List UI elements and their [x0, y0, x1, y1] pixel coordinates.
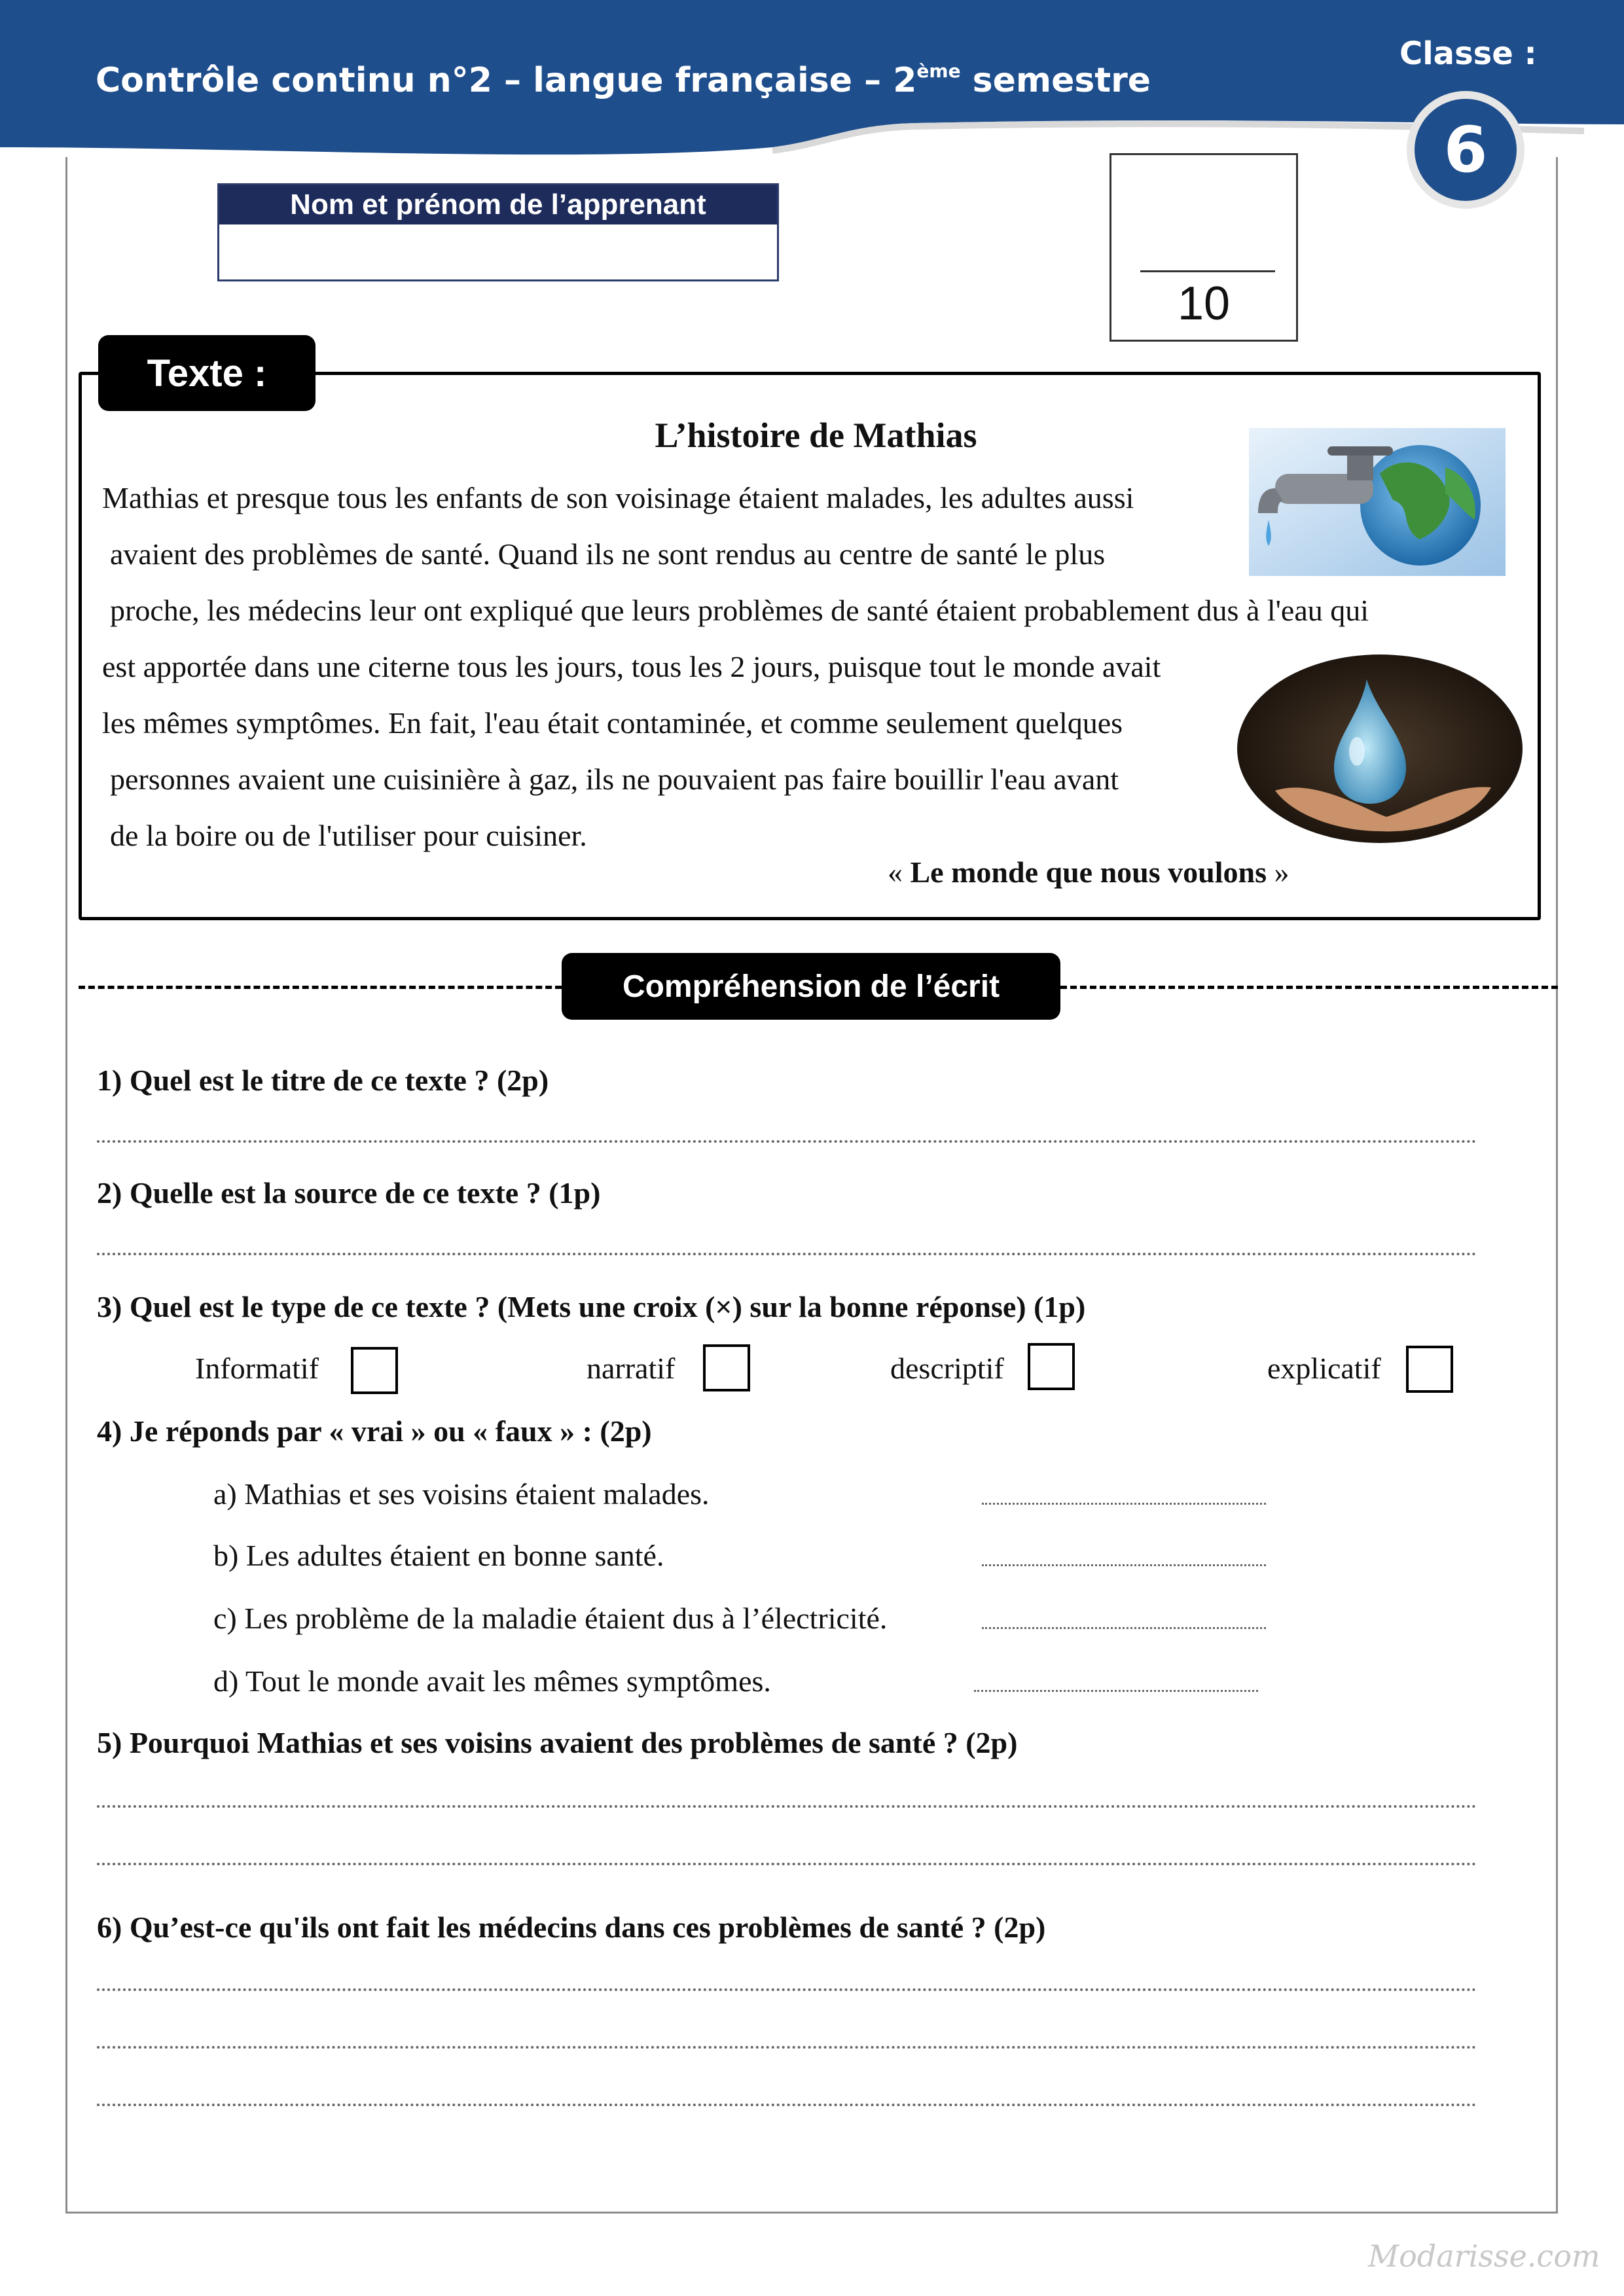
score-box [1110, 153, 1298, 342]
story-line: les mêmes symptômes. En fait, l'eau était contaminée, et comme seulement quelques [102, 706, 1123, 740]
answer-line[interactable] [97, 1863, 1477, 1865]
story-line: de la boire ou de l'utiliser pour cuisiner. [110, 819, 587, 852]
score-denominator: 10 [1177, 278, 1231, 330]
answer-line[interactable] [97, 1805, 1477, 1808]
student-name-label: Nom et prénom de l’apprenant [219, 185, 777, 224]
page-title: Contrôle continu n°2 – langue française – 2ème semestre [96, 60, 1151, 100]
story-line: Mathias et presque tous les enfants de son voisinage étaient malades, les adultes aussi [102, 481, 1134, 514]
answer-line[interactable] [97, 1253, 1477, 1255]
watermark: Modarisse.com [1368, 2238, 1600, 2274]
true-false-item: c) Les problème de la maladie étaient dus à l’électricité. [213, 1602, 888, 1635]
true-false-answer-line[interactable] [982, 1503, 1266, 1505]
answer-line[interactable] [97, 1988, 1477, 1991]
question-1: 1) Quel est le titre de ce texte ? (2p) [97, 1064, 549, 1097]
water-drop-hands-image [1236, 653, 1524, 844]
checkbox-explicatif[interactable] [1406, 1346, 1453, 1393]
checkbox-narratif[interactable] [703, 1344, 750, 1391]
classe-label: Classe : [1399, 35, 1537, 72]
comprehension-tab: Compréhension de l’écrit [562, 953, 1060, 1020]
option-narratif-label: narratif [586, 1352, 676, 1385]
story-line: est apportée dans une citerne tous les jours, tous les 2 jours, puisque tout le monde avait [102, 650, 1161, 683]
option-descriptif-label: descriptif [890, 1352, 1004, 1385]
true-false-item: a) Mathias et ses voisins étaient malades. [213, 1477, 710, 1511]
classe-number: 6 [1443, 113, 1488, 187]
story-line: proche, les médecins leur ont expliqué que leurs problèmes de santé étaient probablement dus à l'eau qui [110, 594, 1369, 627]
story-line: avaient des problèmes de santé. Quand ils ne sont rendus au centre de santé le plus [110, 537, 1106, 571]
question-2: 2) Quelle est la source de ce texte ? (1p) [97, 1176, 601, 1210]
section-divider-right [1060, 986, 1558, 989]
question-4: 4) Je réponds par « vrai » ou « faux » : (2p) [97, 1414, 652, 1448]
story-line: personnes avaient une cuisinière à gaz, ils ne pouvaient pas faire bouillir l'eau avant [110, 762, 1119, 796]
student-name-field[interactable] [219, 224, 777, 279]
true-false-item: b) Les adultes étaient en bonne santé. [213, 1539, 664, 1572]
true-false-item: d) Tout le monde avait les mêmes symptômes. [213, 1664, 771, 1698]
checkbox-informatif[interactable] [351, 1347, 398, 1394]
answer-line[interactable] [97, 2104, 1477, 2106]
true-false-answer-line[interactable] [982, 1564, 1266, 1566]
text-section-tab: Texte : [98, 335, 316, 411]
option-informatif-label: Informatif [195, 1352, 319, 1385]
true-false-answer-line[interactable] [982, 1627, 1266, 1629]
section-divider-left [79, 986, 562, 989]
score-fraction-line [1140, 270, 1275, 272]
true-false-answer-line[interactable] [974, 1690, 1258, 1692]
checkbox-descriptif[interactable] [1028, 1343, 1075, 1390]
student-name-box [217, 183, 779, 281]
question-5: 5) Pourquoi Mathias et ses voisins avaient des problèmes de santé ? (2p) [97, 1726, 1018, 1759]
tap-earth-image [1249, 428, 1506, 576]
question-6: 6) Qu’est-ce qu'ils ont fait les médecins dans ces problèmes de santé ? (2p) [97, 1910, 1046, 1944]
answer-line[interactable] [97, 1140, 1477, 1143]
text-source: « Le monde que nous voulons » [888, 855, 1290, 889]
story-title: L’histoire de Mathias [655, 416, 977, 455]
answer-line[interactable] [97, 2046, 1477, 2049]
question-3: 3) Quel est le type de ce texte ? (Mets une croix (×) sur la bonne réponse) (1p) [97, 1290, 1086, 1323]
option-explicatif-label: explicatif [1267, 1352, 1381, 1385]
